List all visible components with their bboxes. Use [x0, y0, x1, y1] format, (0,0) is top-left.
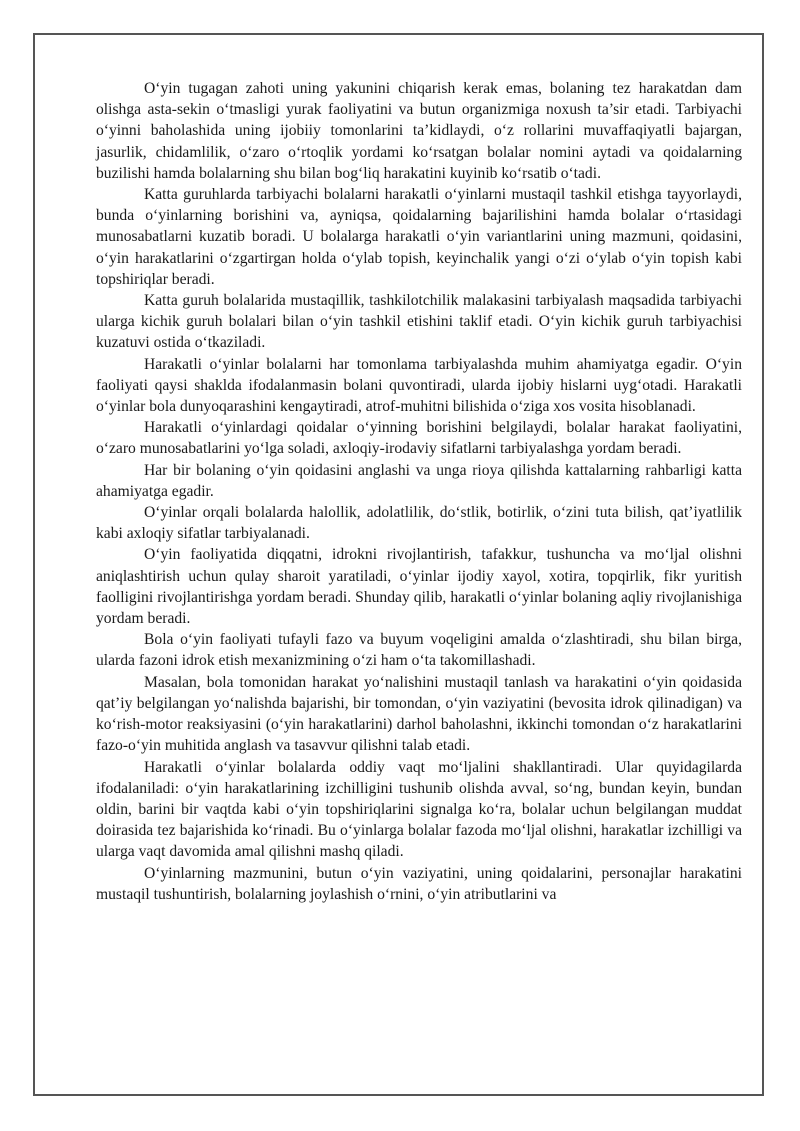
paragraph-2: Katta guruhlarda tarbiyachi bolalarni harakatli o‘yinlarni mustaqil tashkil etishga tayyorlaydi, bunda o‘yinlarning borishini va, ayniqsa, qoidalarning bajarilishini hamda bolalar o‘rtasidagi munosabatlarni kuzatib boradi. U bolalarga harakatli o‘yin variantlarini uning mazmuni, qoidasini, o‘yin harakatlarini o‘zgartirgan holda o‘ylab topish, keyinchalik yangi o‘zi o‘ylab o‘yin topish kabi topshiriqlar beradi. — [96, 186, 742, 288]
paragraph-8: O‘yin faoliyatida diqqatni, idrokni rivojlantirish, tafakkur, tushuncha va mo‘ljal olishni aniqlashtirish uchun qulay sharoit yaratiladi, o‘yinlar ijodiy xayol, xotira, topqirlik, fikr yuritish faolligini rivojlantirishga yordam beradi. Shunday qilib, harakatli o‘yinlar bolaning aqliy rivojlanishiga yordam beradi. — [96, 546, 742, 628]
paragraph-3: Katta guruh bolalarida mustaqillik, tashkilotchilik malakasini tarbiyalash maqsadida tarbiyachi ularga kichik guruh bolalari bilan o‘yin tashkil etishini taklif etadi. O‘yin kichik guruh tarbiyachisi kuzatuvi ostida o‘tkaziladi. — [96, 292, 742, 352]
paragraph-4: Harakatli o‘yinlar bolalarni har tomonlama tarbiyalashda muhim ahamiyatga egadir. O‘yin faoliyati qaysi shaklda ifodalanmasin bolani quvontiradi, ularda ijobiy hislarni uyg‘otadi. Harakatli o‘yinlar bola dunyoqarashini kengaytiradi, atrof-muhitni bilishida o‘ziga xos vosita hisoblanadi. — [96, 355, 742, 416]
paragraph-12: O‘yinlarning mazmunini, butun o‘yin vaziyatini, uning qoidalarini, personajlar harakatini mustaqil tushuntirish, bolalarning joylashish o‘rnini, o‘yin atributlarini va — [96, 864, 742, 903]
paragraph-11: Harakatli o‘yinlar bolalarda oddiy vaqt mo‘ljalini shakllantiradi. Ular quyidagilarda ifodalaniladi: o‘yin harakatlarining izchilligini tushunib olishda avval, so‘ng, bundan keyin, bundan oldin, barini bir vaqtda kabi o‘yin topshiriqlarini signalga ko‘ra, bolalar uchun belgilangan muddat doirasida tez bajarishida ko‘rinadi. Bu o‘yinlarga bolalar fazoda mo‘ljal olishni, harakatlar izchilligi va ularga vaqt davomida amal qilishni mashq qiladi. — [96, 758, 742, 861]
paragraph-5: Harakatli o‘yinlardagi qoidalar o‘yinning borishini belgilaydi, bolalar harakat faoliyatini, o‘zaro munosabatlarini yo‘lga soladi, axloqiy-irodaviy sifatlarni tarbiyalashga yordam beradi. — [96, 419, 742, 458]
paragraph-6: Har bir bolaning o‘yin qoidasini anglashi va unga rioya qilishda kattalarning rahbarligi katta ahamiyatga egadir. — [96, 461, 742, 500]
paragraph-9: Bola o‘yin faoliyati tufayli fazo va buyum voqeligini amalda o‘zlashtiradi, shu bilan birga, ularda fazoni idrok etish mexanizmining o‘zi ham o‘ta takomillashadi. — [96, 631, 742, 670]
paragraph-7: O‘yinlar orqali bolalarda halollik, adolatlilik, do‘stlik, botirlik, o‘zini tuta bilish, qat’iyatlilik kabi axloqiy sifatlar tarbiyalanadi. — [96, 504, 742, 543]
paragraph-10: Masalan, bola tomonidan harakat yo‘nalishini mustaqil tanlash va harakatini o‘yin qoidasida qat’iy belgilangan yo‘nalishda bajarishi, bir tomondan, o‘yin vaziyatini (bevosita idrok qilinadigan) va ko‘rish-motor reaksiyasini (o‘yin harakatlarini) darhol baholashni, ikkinchi tomondan o‘z harakatlarini fazo-o‘yin muhitida anglash va tasavvur qilishni talab etadi. — [96, 673, 742, 755]
document-body — [96, 78, 742, 905]
paragraph-1: O‘yin tugagan zahoti uning yakunini chiqarish kerak emas, bolaning tez harakatdan dam olishga asta-sekin o‘tmasligi yurak faoliyatini va butun organizmiga noxush ta’sir etadi. Tarbiyachi o‘yinni baholashida uning ijobiiy tomonlarini ta’kidlaydi, o‘z rollarini muvaffaqiyatli bajargan, jasurlik, chidamlilik, o‘zaro o‘rtoqlik yordami ko‘rsatgan bolalar nomini aytadi va qoidalarning buzilishi hamda bolalarning shu bilan bog‘liq harakatini kuyinib ko‘rsatib o‘tadi. — [96, 80, 742, 182]
